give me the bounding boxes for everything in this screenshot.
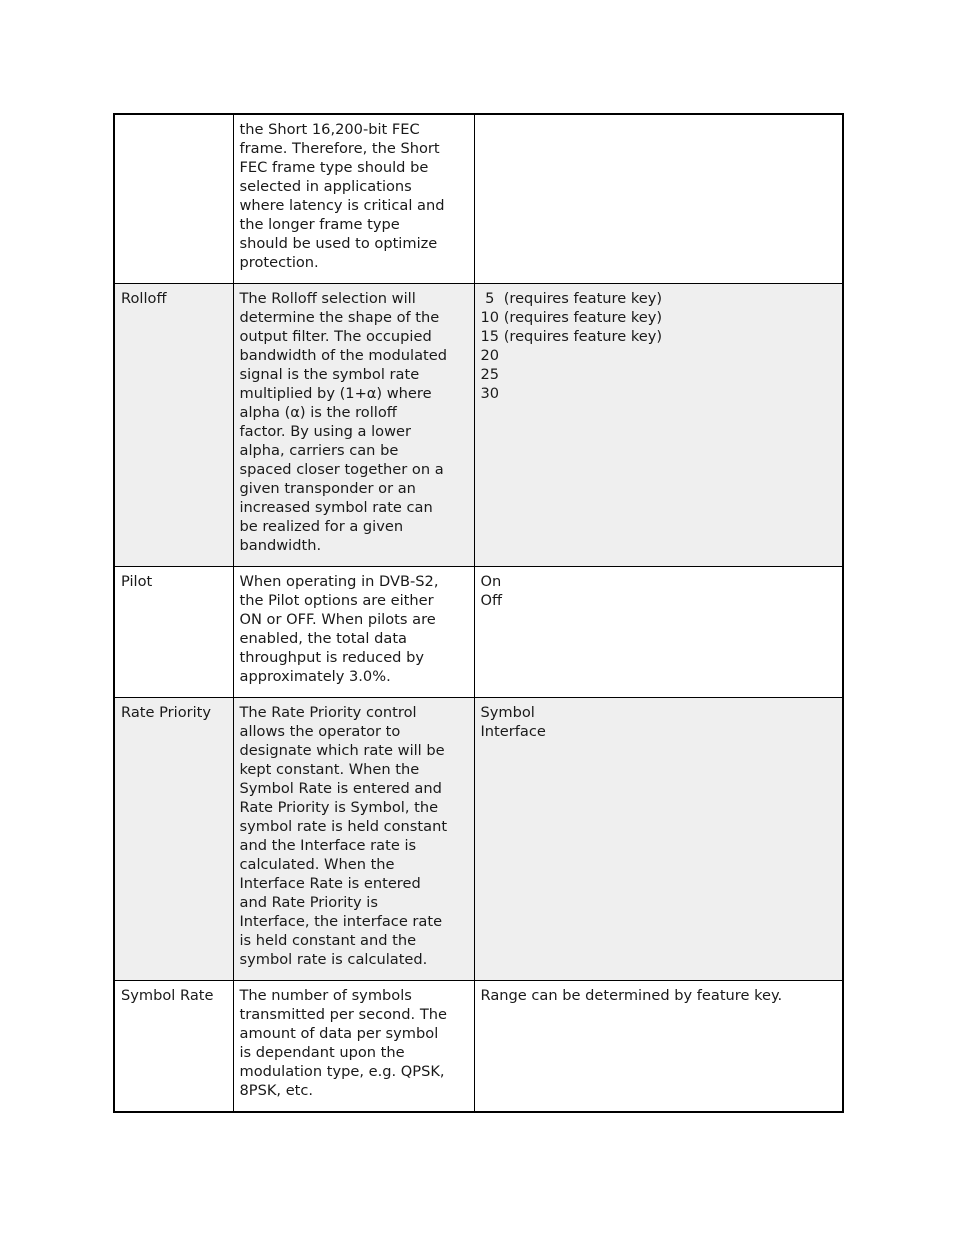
table-row bbox=[114, 114, 843, 284]
description-line: allows the operator to bbox=[239, 723, 401, 740]
description-line: is held constant and the bbox=[239, 932, 417, 949]
option-value: Range can be determined by feature key. bbox=[480, 987, 783, 1004]
parameter-name-cell bbox=[114, 114, 233, 284]
description-line: FEC frame type should be bbox=[239, 159, 429, 176]
option-value: 5 (requires feature key) bbox=[480, 290, 663, 307]
table-row bbox=[114, 284, 843, 567]
description-cell bbox=[233, 981, 474, 1113]
description-line: The Rate Priority control bbox=[239, 704, 417, 721]
description-line: frame. Therefore, the Short bbox=[239, 140, 440, 157]
option-value: Off bbox=[480, 592, 503, 609]
description-line: amount of data per symbol bbox=[239, 1025, 439, 1042]
options-cell bbox=[474, 981, 843, 1113]
description-line: alpha, carriers can be bbox=[239, 442, 399, 459]
description-line: The Rolloff selection will bbox=[239, 290, 416, 307]
description-line: signal is the symbol rate bbox=[239, 366, 420, 383]
options-cell bbox=[474, 284, 843, 567]
option-value: 25 bbox=[480, 366, 500, 383]
parameter-name-cell: Rate Priority bbox=[114, 698, 233, 981]
description-line: 8PSK, etc. bbox=[239, 1082, 314, 1099]
parameter-table bbox=[113, 113, 844, 1113]
option-value: Interface bbox=[480, 723, 546, 740]
options-cell bbox=[474, 567, 843, 698]
description-line: should be used to optimize bbox=[239, 235, 438, 252]
description-line: increased symbol rate can bbox=[239, 499, 433, 516]
description-cell bbox=[233, 284, 474, 567]
options-cell bbox=[474, 698, 843, 981]
description-line: kept constant. When the bbox=[239, 761, 420, 778]
description-line: modulation type, e.g. QPSK, bbox=[239, 1063, 445, 1080]
description-line: calculated. When the bbox=[239, 856, 395, 873]
description-cell bbox=[233, 567, 474, 698]
description-line: bandwidth. bbox=[239, 537, 322, 554]
description-line: symbol rate is calculated. bbox=[239, 951, 428, 968]
description-line: The number of symbols bbox=[239, 987, 412, 1004]
parameter-table-body bbox=[114, 114, 843, 1112]
option-value: 15 (requires feature key) bbox=[480, 328, 663, 345]
description-line: throughput is reduced by bbox=[239, 649, 424, 666]
description-line: Interface, the interface rate bbox=[239, 913, 443, 930]
description-line: bandwidth of the modulated bbox=[239, 347, 447, 364]
table-row bbox=[114, 698, 843, 981]
description-line: multiplied by (1+α) where bbox=[239, 385, 432, 402]
description-line: the longer frame type bbox=[239, 216, 400, 233]
description-line: given transponder or an bbox=[239, 480, 416, 497]
parameter-name-cell: Symbol Rate bbox=[114, 981, 233, 1113]
description-line: the Short 16,200-bit FEC bbox=[239, 121, 420, 138]
description-line: factor. By using a lower bbox=[239, 423, 412, 440]
description-line: Rate Priority is Symbol, the bbox=[239, 799, 439, 816]
options-cell bbox=[474, 114, 843, 284]
description-line: and Rate Priority is bbox=[239, 894, 378, 911]
description-line: Interface Rate is entered bbox=[239, 875, 421, 892]
description-line: alpha (α) is the rolloff bbox=[239, 404, 397, 421]
description-line: selected in applications bbox=[239, 178, 412, 195]
description-line: ON or OFF. When pilots are bbox=[239, 611, 436, 628]
description-line: output filter. The occupied bbox=[239, 328, 432, 345]
description-line: be realized for a given bbox=[239, 518, 404, 535]
description-line: symbol rate is held constant bbox=[239, 818, 448, 835]
description-cell bbox=[233, 698, 474, 981]
description-line: transmitted per second. The bbox=[239, 1006, 447, 1023]
option-value: 30 bbox=[480, 385, 500, 402]
description-line: and the Interface rate is bbox=[239, 837, 417, 854]
parameter-name-cell: Rolloff bbox=[114, 284, 233, 567]
description-cell bbox=[233, 114, 474, 284]
description-line: is dependant upon the bbox=[239, 1044, 405, 1061]
table-row bbox=[114, 981, 843, 1113]
description-line: the Pilot options are either bbox=[239, 592, 434, 609]
description-line: determine the shape of the bbox=[239, 309, 440, 326]
description-line: enabled, the total data bbox=[239, 630, 407, 647]
table-row bbox=[114, 567, 843, 698]
description-line: Symbol Rate is entered and bbox=[239, 780, 442, 797]
description-line: spaced closer together on a bbox=[239, 461, 444, 478]
description-line: approximately 3.0%. bbox=[239, 668, 391, 685]
option-value: On bbox=[480, 573, 502, 590]
parameter-name-cell: Pilot bbox=[114, 567, 233, 698]
option-value: 20 bbox=[480, 347, 500, 364]
description-line: When operating in DVB-S2, bbox=[239, 573, 439, 590]
option-value: 10 (requires feature key) bbox=[480, 309, 663, 326]
description-line: where latency is critical and bbox=[239, 197, 445, 214]
description-line: designate which rate will be bbox=[239, 742, 445, 759]
description-line: protection. bbox=[239, 254, 319, 271]
option-value: Symbol bbox=[480, 704, 535, 721]
